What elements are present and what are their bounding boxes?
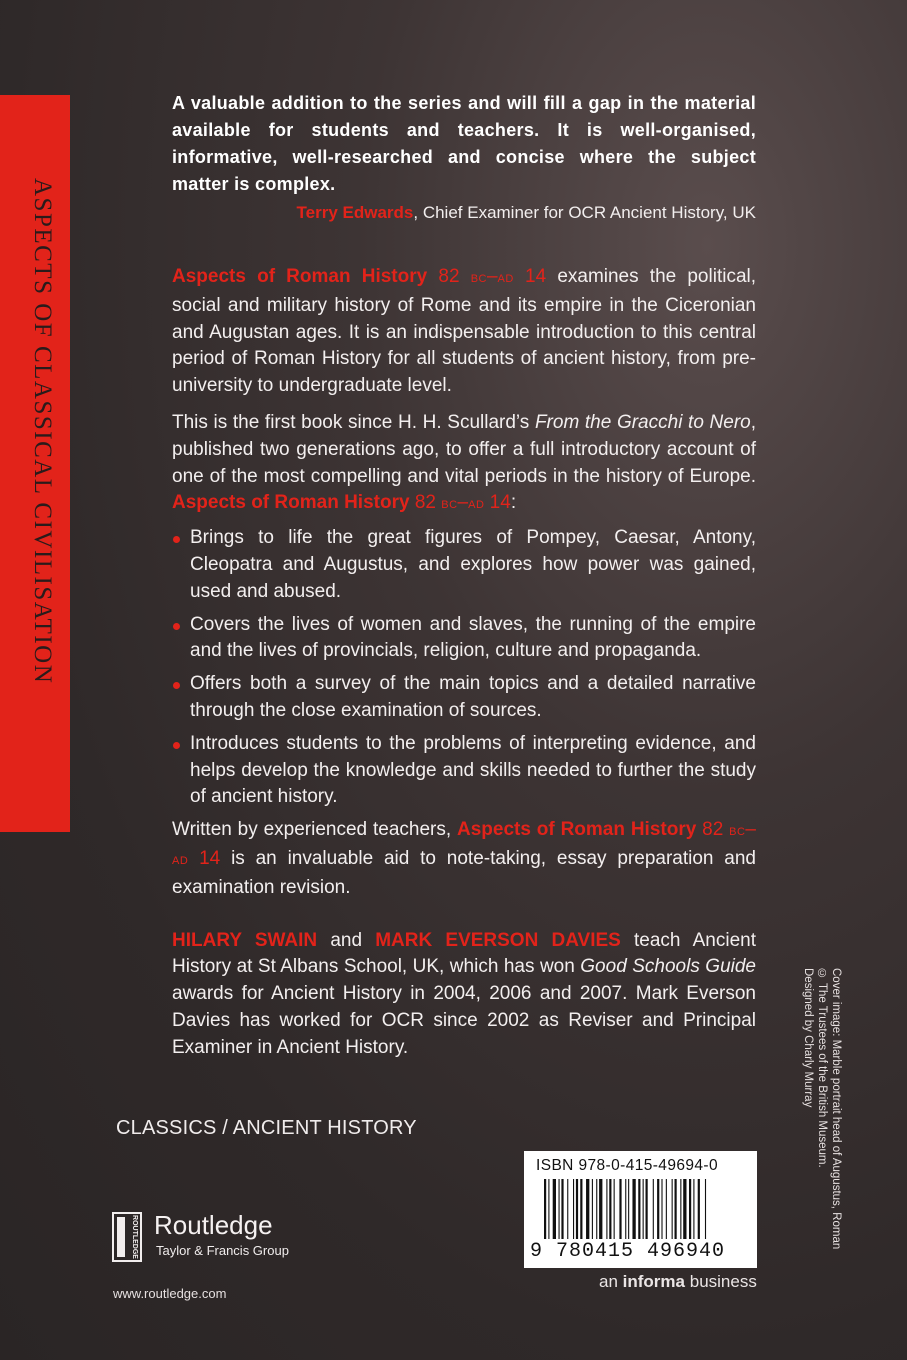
description-paragraph-1: Aspects of Roman History 82 BC–AD 14 examines the political, social and military history of Rome and its empire in the Ciceronian and Augustan ages. It is an indispensable introduction to this central period of Roman History for all students of ancient history, from pre-university to undergraduate level.: [172, 266, 757, 397]
publisher-url[interactable]: www.routledge.com: [113, 1286, 227, 1301]
list-item: Offers both a survey of the main topics and a detailed narrative through the close examination of sources.: [172, 671, 756, 725]
informa-tagline: an informa business: [599, 1272, 757, 1291]
book-title: Aspects of Roman History: [172, 266, 428, 287]
svg-text:ROUTLEDGE: ROUTLEDGE: [131, 1215, 138, 1259]
quote-author-role: , Chief Examiner for OCR Ancient History, UK: [413, 203, 756, 222]
bullet-dot-icon: [173, 742, 180, 749]
quote-author: Terry Edwards: [296, 203, 414, 222]
barcode: [524, 1151, 757, 1268]
routledge-logo-icon: [112, 1212, 142, 1262]
author-name: MARK EVERSON DAVIES: [375, 929, 621, 951]
list-item: Brings to life the great figures of Pompey, Caesar, Antony, Cleopatra and Augustus, and explores how power was gained, used and abused.: [172, 525, 756, 605]
bullet-dot-icon: [173, 536, 180, 543]
publisher-name: Routledge: [154, 1210, 273, 1240]
barcode-bars-icon: [544, 1179, 744, 1239]
author-name: HILARY SWAIN: [172, 929, 318, 951]
description-paragraph-2: This is the first book since H. H. Scullard’s From the Gracchi to Nero, published two generations ago, to offer a full introductory account of one of the most compelling and vital periods in the history of Europe. Aspects of Roman History 82 BC–AD 14:: [172, 411, 756, 514]
list-item: Introduces students to the problems of interpreting evidence, and helps develop the knowledge and skills needed to further the study of ancient history.: [172, 731, 756, 811]
barcode-number: 9 780415 496940: [530, 1240, 726, 1263]
referenced-book-title: From the Gracchi to Nero: [534, 411, 751, 433]
list-item: Covers the lives of women and slaves, the running of the empire and the lives of provincials, religion, culture and propaganda.: [172, 612, 756, 666]
isbn-label: ISBN 978-0-415-49694-0: [536, 1157, 718, 1174]
author-bio: HILARY SWAIN and MARK EVERSON DAVIES teach Ancient History at St Albans School, UK, which has won Good Schools Guide awards for Ancient History in 2004, 2006 and 2007. Mark Everson Davies has worked for OCR since 2002 as Reviser and Principal Examiner in Ancient History.: [172, 929, 757, 1058]
subject-category: CLASSICS / ANCIENT HISTORY: [116, 1117, 417, 1139]
quote-attribution: [172, 200, 756, 226]
cover-image-credit: Cover image: Marble portrait head of Augustus, Roman © The Trustees of the British Museum. Designed by Charly Murray: [802, 968, 842, 1250]
book-dates: 82 BC–AD 14: [438, 266, 547, 287]
review-quote: A valuable addition to the series and will fill a gap in the material available for students and teachers. It is well-organised, informative, well-researched and concise where the subject matter is complex.: [172, 93, 756, 194]
publisher-group: Taylor & Francis Group: [156, 1243, 289, 1258]
bullet-dot-icon: [173, 682, 180, 689]
bullet-dot-icon: [173, 623, 180, 630]
publisher-logo: [112, 1210, 312, 1265]
description-paragraph-3: Written by experienced teachers, Aspects of Roman History 82 BC–AD 14 is an invaluable aid to note-taking, essay preparation and examination revision.: [172, 819, 756, 898]
series-title: ASPECTS OF CLASSICAL CIVILISATION: [29, 178, 56, 685]
back-cover-content: [172, 90, 756, 1062]
feature-list: [172, 525, 756, 811]
